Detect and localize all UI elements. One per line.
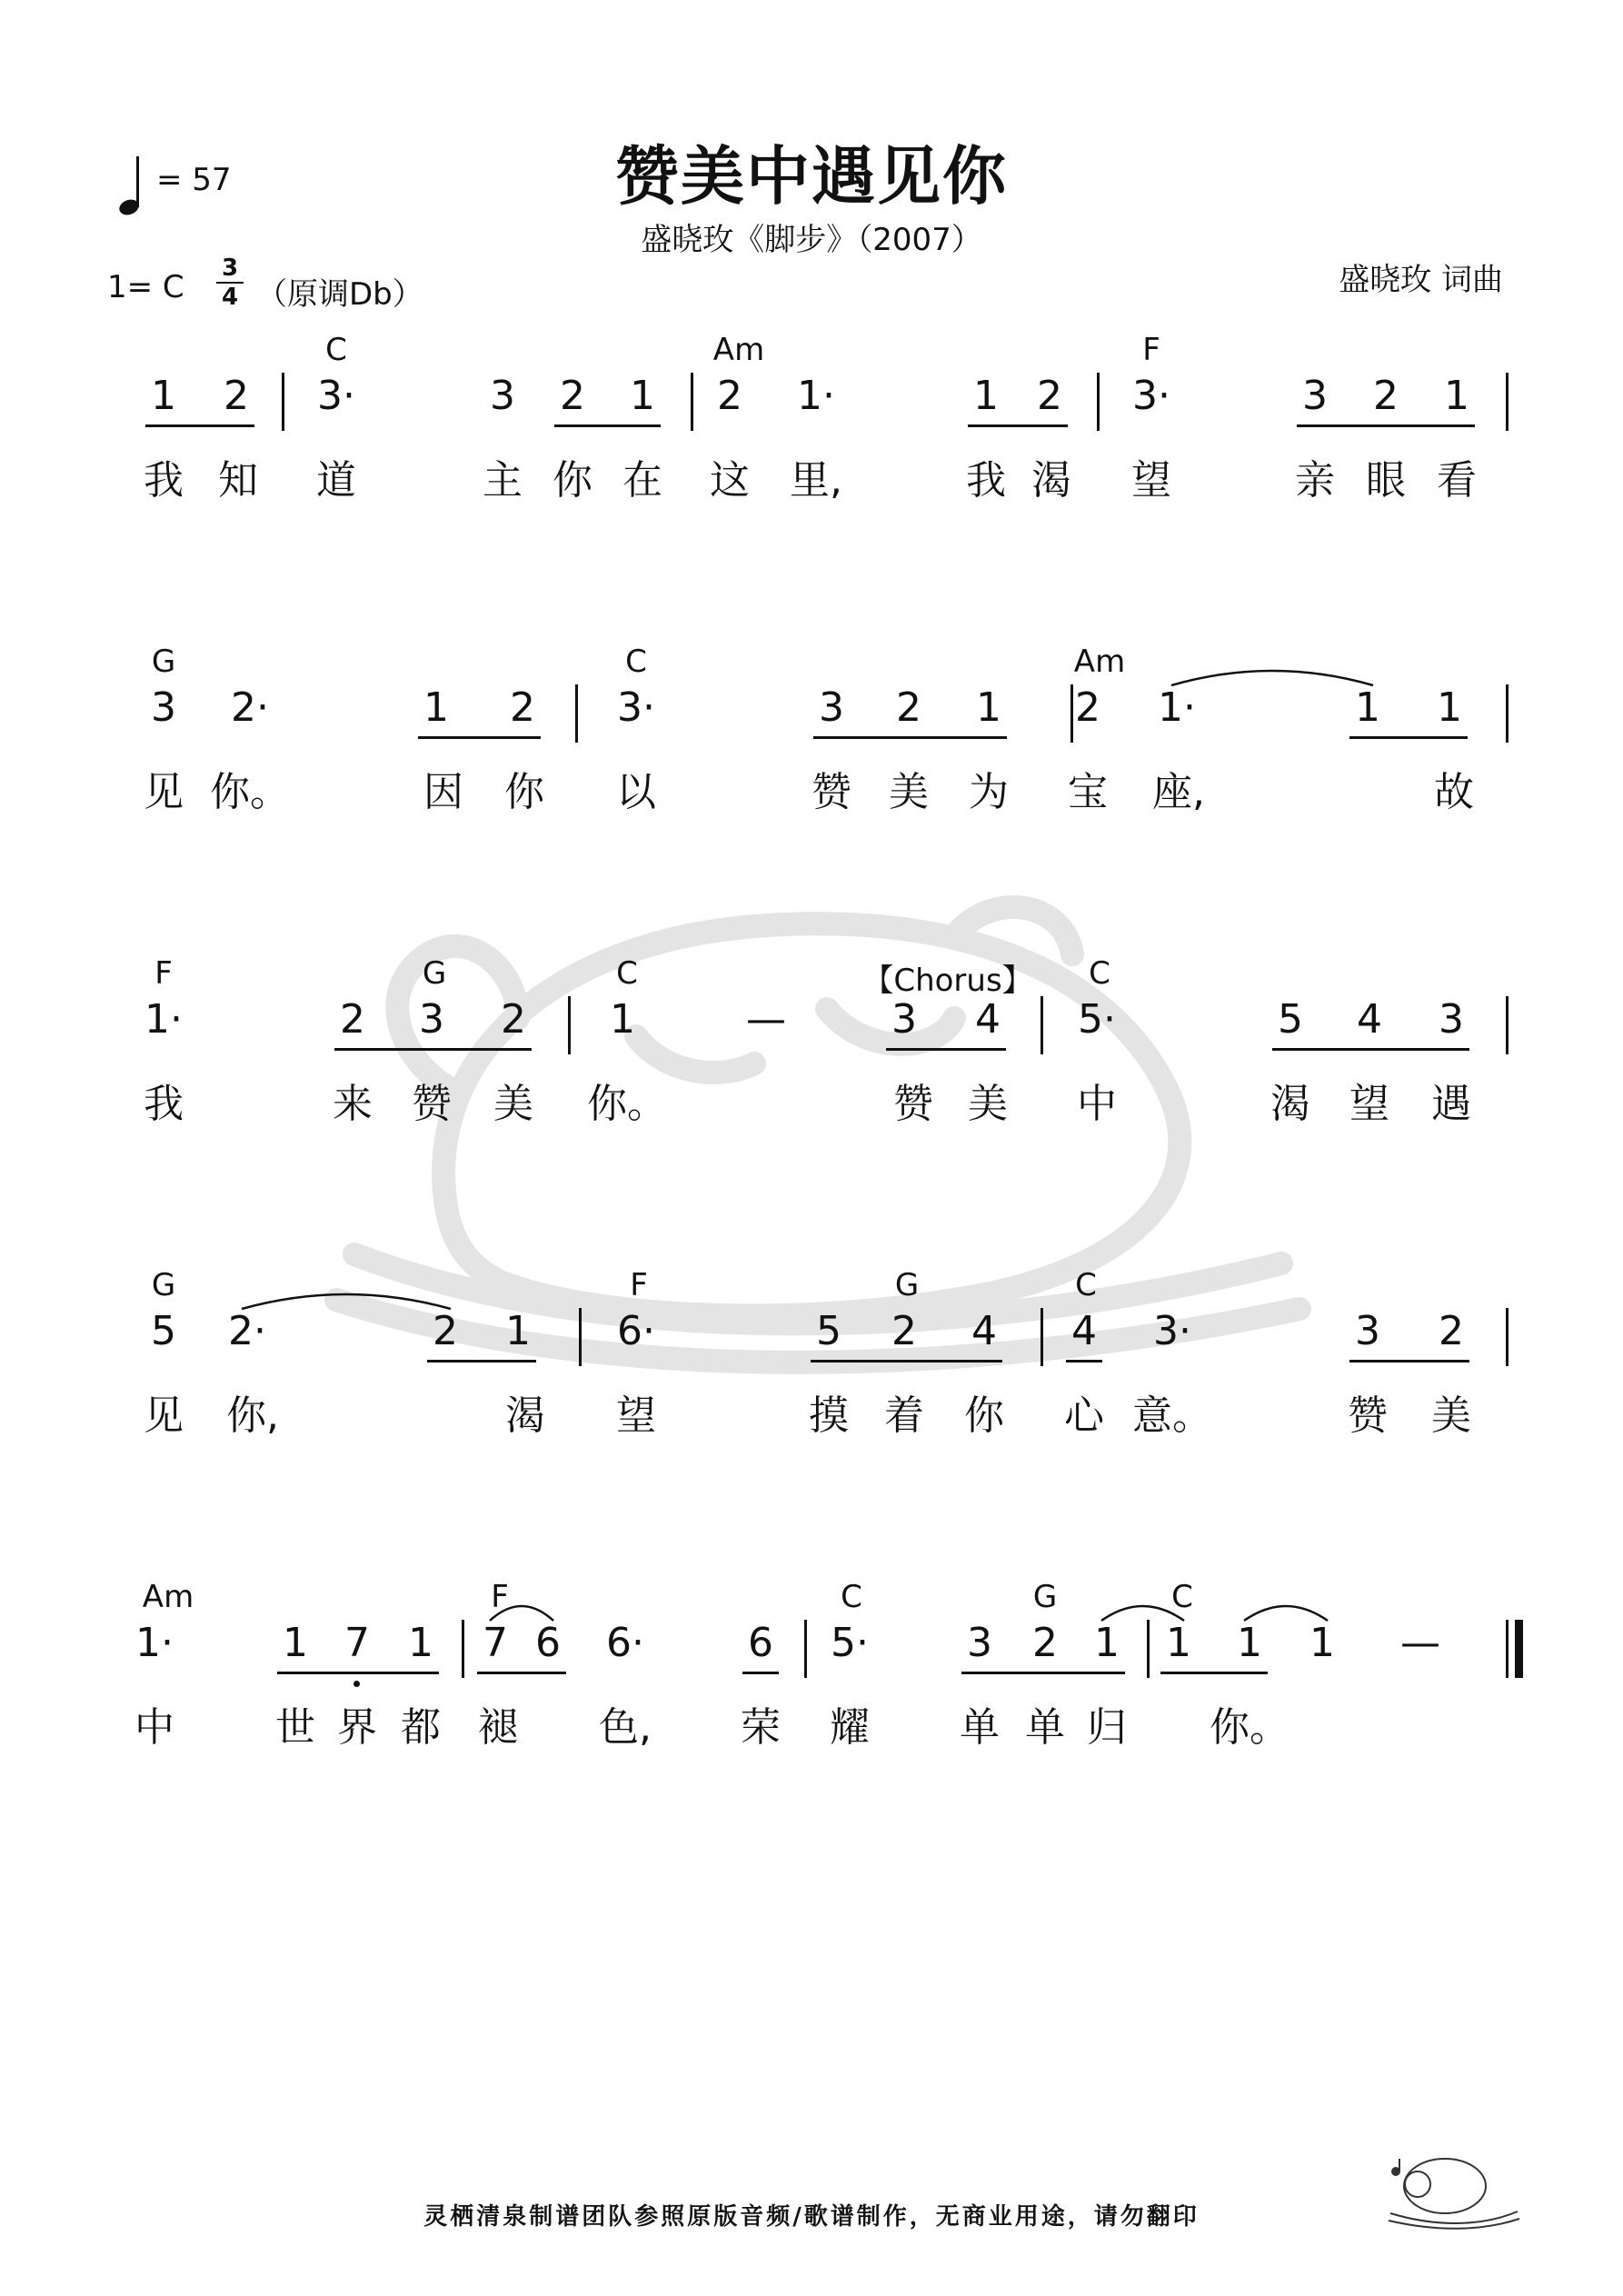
lyric-syllable: 为 [969, 769, 1009, 815]
jianpu-note: 2 [896, 684, 921, 731]
barline [575, 684, 578, 743]
lyric-syllable: 单 [960, 1704, 1000, 1751]
jianpu-note: 7 [344, 1620, 370, 1666]
jianpu-note: 6 [535, 1620, 561, 1666]
jianpu-note: 2 [1373, 373, 1399, 419]
barline [1506, 684, 1508, 743]
jianpu-note: 2 [1439, 1308, 1464, 1354]
beam-underline [1160, 1672, 1268, 1674]
jianpu-note: 1 [1094, 1620, 1120, 1666]
slur [1240, 1597, 1331, 1624]
lyric-syllable: 都 [401, 1704, 441, 1751]
barline [804, 1620, 807, 1678]
jianpu-note: 5 [1278, 996, 1303, 1043]
lyric-syllable: 我 [144, 1081, 184, 1127]
jianpu-note: 1 [408, 1620, 433, 1666]
jianpu-note: 5· [831, 1620, 869, 1666]
jianpu-note: 5· [1078, 996, 1116, 1043]
lyric-syllable: 单 [1025, 1704, 1065, 1751]
barline [1506, 1308, 1508, 1366]
lyric-syllable: 见 [144, 1393, 184, 1439]
jianpu-note: 5 [816, 1308, 841, 1354]
jianpu-note: 2 [1037, 373, 1062, 419]
jianpu-note: 3 [819, 684, 844, 731]
chord-symbol: F [154, 955, 173, 992]
lyric-syllable: 望 [616, 1393, 656, 1439]
beam-underline [742, 1672, 779, 1674]
jianpu-note: 1· [144, 996, 183, 1043]
chord-symbol: C [1075, 1267, 1097, 1303]
jianpu-note: 6· [606, 1620, 644, 1666]
jianpu-note: 3 [1302, 373, 1328, 419]
lyric-syllable: 意。 [1132, 1393, 1212, 1439]
lyric-syllable: 界 [337, 1704, 377, 1751]
lyric-syllable: 这 [710, 457, 750, 504]
jianpu-note: 1· [1158, 684, 1196, 731]
jianpu-note: 2 [560, 373, 585, 419]
chord-symbol: C [1089, 955, 1110, 992]
jianpu-note: 5 [151, 1308, 176, 1354]
barline [1506, 373, 1508, 431]
jianpu-note: 3 [891, 996, 917, 1043]
slur [486, 1597, 557, 1624]
barline [462, 1620, 464, 1678]
jianpu-note: 2 [501, 996, 526, 1043]
barline [1506, 996, 1508, 1054]
lyric-syllable: 渴 [505, 1393, 545, 1439]
lyric-syllable: 世 [275, 1704, 315, 1751]
final-barline [1515, 1620, 1523, 1678]
beam-underline [891, 736, 1007, 739]
jianpu-note: 3 [151, 684, 176, 731]
barline [579, 1308, 582, 1366]
jianpu-note: 2 [717, 373, 742, 419]
jianpu-note: 2 [510, 684, 535, 731]
lyric-syllable: 美 [889, 769, 929, 815]
lyric-syllable: 望 [1349, 1081, 1389, 1127]
chord-symbol: G [151, 644, 176, 680]
lyric-syllable: 亲 [1295, 457, 1335, 504]
jianpu-note: 4 [975, 996, 1001, 1043]
jianpu-note: 2 [340, 996, 365, 1043]
barline [691, 373, 693, 431]
lyric-syllable: 在 [622, 457, 662, 504]
jianpu-note: 2 [224, 373, 249, 419]
jianpu-note: 3 [419, 996, 444, 1043]
jianpu-note: 2· [228, 1308, 266, 1354]
chord-symbol: C [325, 332, 347, 368]
lyric-syllable: 因 [423, 769, 463, 815]
beam-underline [339, 1672, 439, 1674]
song-title: 赞美中遇见你 [615, 139, 1008, 214]
lyric-syllable: 赞 [412, 1081, 452, 1127]
jianpu-note: 1 [1309, 1620, 1335, 1666]
jianpu-note: 1 [151, 373, 176, 419]
lyric-syllable: 赞 [812, 769, 851, 815]
barline [1506, 1620, 1508, 1678]
jianpu-note: 1 [1444, 373, 1469, 419]
chord-symbol: C [625, 644, 647, 680]
lyric-syllable: 渴 [1031, 457, 1071, 504]
key-signature: 1= C [107, 269, 184, 305]
lyric-syllable: 看 [1437, 457, 1477, 504]
jianpu-note: 1 [283, 1620, 308, 1666]
barline [1070, 684, 1073, 743]
jianpu-note: 3· [617, 684, 655, 731]
lyric-syllable: 以 [616, 769, 656, 815]
beam-underline [1066, 1360, 1102, 1363]
lyric-syllable: 耀 [830, 1704, 870, 1751]
jianpu-note: 2 [891, 1308, 917, 1354]
beam-underline [427, 1360, 536, 1363]
tempo-value: = 57 [156, 162, 232, 198]
beam-underline [886, 1048, 1006, 1051]
lyric-syllable: 赞 [893, 1081, 933, 1127]
lyric-syllable: 遇 [1431, 1081, 1471, 1127]
jianpu-note: 2 [1032, 1620, 1058, 1666]
chord-symbol: F [491, 1579, 509, 1615]
beam-underline [554, 424, 661, 427]
lyric-syllable: 美 [493, 1081, 533, 1127]
chord-symbol: C [841, 1579, 862, 1615]
slur [1168, 662, 1377, 689]
lyric-syllable: 眼 [1366, 457, 1406, 504]
barline [1041, 996, 1043, 1054]
lyric-syllable: 荣 [741, 1704, 781, 1751]
jianpu-note: 1· [797, 373, 835, 419]
lyric-syllable: 赞 [1348, 1393, 1388, 1439]
lyric-syllable: 美 [1431, 1393, 1471, 1439]
lyric-syllable: 知 [218, 457, 258, 504]
jianpu-note: 6· [617, 1308, 655, 1354]
barline [282, 373, 284, 431]
jianpu-note: 1 [1437, 684, 1462, 731]
jianpu-note: 3· [317, 373, 355, 419]
beam-underline [1351, 1048, 1469, 1051]
lyric-syllable: 着 [884, 1393, 924, 1439]
lyric-syllable: 中 [134, 1704, 174, 1751]
lyric-syllable: 我 [966, 457, 1006, 504]
beam-underline [418, 736, 541, 739]
jianpu-note: 1 [505, 1308, 531, 1354]
lyric-syllable: 归 [1087, 1704, 1127, 1751]
barline [1097, 373, 1100, 431]
barline [1147, 1620, 1150, 1678]
beam-underline [968, 424, 1068, 427]
jianpu-note: — [1400, 1620, 1440, 1666]
chord-symbol: Am [1073, 644, 1126, 680]
jianpu-note: — [746, 996, 786, 1043]
chord-symbol: G [151, 1267, 176, 1303]
lyric-syllable: 来 [333, 1081, 373, 1127]
barline [568, 996, 571, 1054]
chord-symbol: C [1171, 1579, 1193, 1615]
footer-note: 灵栖清泉制谱团队参照原版音频/歌谱制作，无商业用途，请勿翻印 [423, 2203, 1200, 2231]
jianpu-note: 2 [1075, 684, 1100, 731]
lyric-syllable: 故 [1434, 769, 1474, 815]
time-signature-top: 3 [221, 255, 239, 282]
beam-underline [477, 1672, 566, 1674]
original-key: （原调Db） [256, 276, 423, 313]
chord-symbol: C [616, 955, 638, 992]
chord-symbol: G [894, 1267, 920, 1303]
lyric-syllable: 见 [144, 769, 184, 815]
time-signature [216, 256, 244, 309]
beam-underline [886, 1360, 1002, 1363]
album-subtitle: 盛晓玫《脚步》（2007） [641, 222, 982, 258]
lyric-syllable: 摸 [809, 1393, 849, 1439]
lyric-syllable: 你。 [210, 769, 290, 815]
jianpu-note: 2· [231, 684, 269, 731]
lyric-syllable: 你。 [587, 1081, 667, 1127]
lyric-syllable: 你 [504, 769, 544, 815]
lyric-syllable: 你 [553, 457, 592, 504]
slur [1098, 1597, 1188, 1624]
jianpu-note: 3 [967, 1620, 992, 1666]
lyric-syllable: 座, [1152, 769, 1205, 815]
jianpu-note: 3· [1132, 373, 1170, 419]
jianpu-note: 1 [423, 684, 449, 731]
beam-underline [1349, 1360, 1469, 1363]
lyric-syllable: 中 [1077, 1081, 1117, 1127]
jianpu-note: 3· [1153, 1308, 1191, 1354]
jianpu-note: 6 [748, 1620, 773, 1666]
lyric-syllable: 宝 [1068, 769, 1108, 815]
barline [1041, 1308, 1043, 1366]
beam-underline [413, 1048, 532, 1051]
lyric-syllable: 道 [316, 457, 356, 504]
jianpu-note: 4 [1357, 996, 1382, 1043]
lyric-syllable: 你, [226, 1393, 279, 1439]
chord-symbol: G [422, 955, 447, 992]
jianpu-note: 3 [1355, 1308, 1380, 1354]
lyric-syllable: 主 [483, 457, 523, 504]
jianpu-note: 7 [483, 1620, 508, 1666]
jianpu-note: 3 [490, 373, 515, 419]
lyric-syllable: 你 [964, 1393, 1004, 1439]
jianpu-note: 1 [610, 996, 635, 1043]
quarter-note-icon [118, 155, 145, 218]
jianpu-note: 4 [1071, 1308, 1097, 1354]
beam-underline [145, 424, 254, 427]
beam-underline [1349, 736, 1468, 739]
jianpu-note: 1 [973, 373, 999, 419]
jianpu-note: 1 [976, 684, 1001, 731]
beam-underline [1027, 1672, 1125, 1674]
jianpu-note: 4 [971, 1308, 997, 1354]
jianpu-note: 2 [433, 1308, 458, 1354]
time-signature-bottom: 4 [221, 284, 239, 311]
chord-symbol: F [630, 1267, 648, 1303]
jianpu-note: 1 [1355, 684, 1380, 731]
lyric-syllable: 褪 [478, 1704, 518, 1751]
jianpu-note: 1 [1166, 1620, 1191, 1666]
chord-symbol: Am [142, 1579, 194, 1615]
composer: 盛晓玫 词曲 [1339, 262, 1503, 298]
jianpu-note: 1 [630, 373, 655, 419]
jianpu-note: 1· [135, 1620, 174, 1666]
chord-symbol: G [1032, 1579, 1058, 1615]
lyric-syllable: 美 [968, 1081, 1008, 1127]
lyric-syllable: 你。 [1210, 1704, 1289, 1751]
slur [238, 1285, 454, 1313]
watermark-sheep [318, 873, 1318, 1382]
chorus-label: 【Chorus】 [862, 963, 1033, 999]
jianpu-note: 1 [1237, 1620, 1262, 1666]
jianpu-note: 3 [1439, 996, 1464, 1043]
lyric-syllable: 我 [144, 457, 184, 504]
lyric-syllable: 望 [1131, 457, 1171, 504]
lyric-syllable: 渴 [1270, 1081, 1310, 1127]
beam-underline [1368, 424, 1475, 427]
lyric-syllable: 心 [1064, 1393, 1104, 1439]
chord-symbol: Am [712, 332, 765, 368]
lyric-syllable: 色, [599, 1704, 652, 1751]
lyric-syllable: 里, [790, 457, 842, 504]
chord-symbol: F [1142, 332, 1160, 368]
low-octave-dot [353, 1681, 360, 1687]
